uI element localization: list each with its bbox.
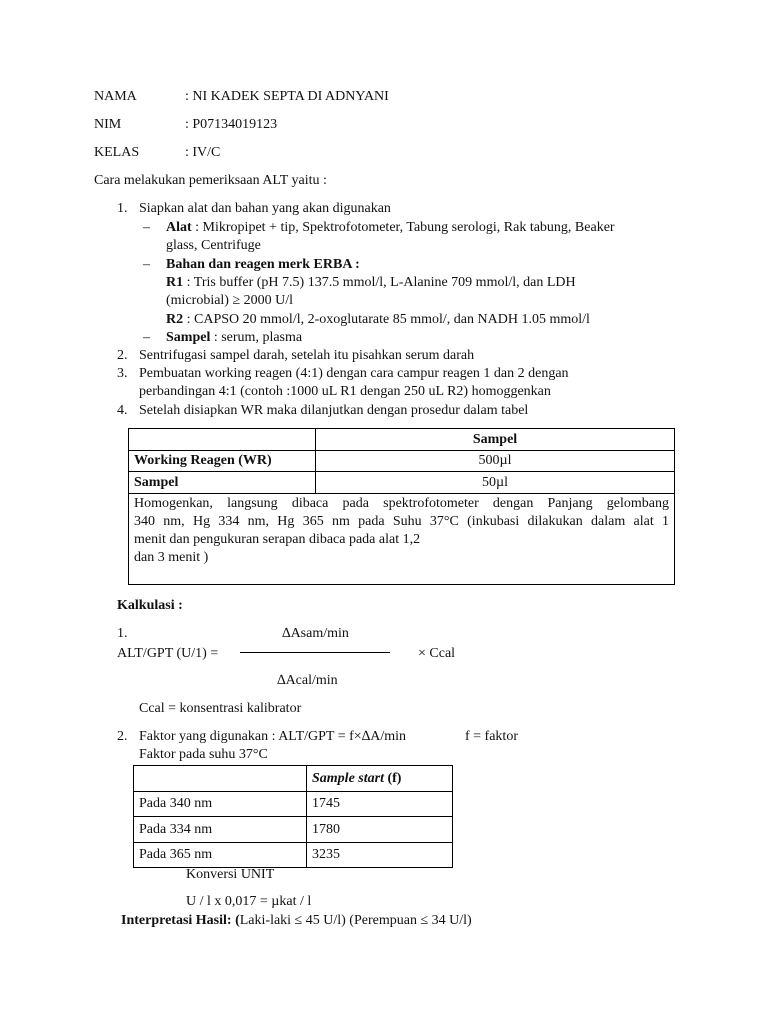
faktor-suhu: Faktor pada suhu 37°C: [139, 747, 268, 762]
table-row: [129, 429, 675, 451]
konversi-formula: U / l x 0,017 = µkat / l: [186, 894, 312, 909]
table-cell-value: 3235: [307, 843, 453, 868]
r2-text: : CAPSO 20 mmol/l, 2-oxoglutarate 85 mmol/, dan NADH 1.05 mmol/l: [183, 312, 590, 327]
r1-line: [166, 274, 674, 292]
nim-label: NIM: [94, 117, 122, 132]
table-header-sample-start: [307, 766, 453, 792]
interpretasi-label: Interpretasi Hasil:: [121, 913, 232, 928]
table-cell-value: 500µl: [316, 451, 675, 472]
header-suffix: (f): [383, 770, 402, 786]
step-text: Siapkan alat dan bahan yang akan digunakan: [139, 201, 391, 216]
table-cell-label: Pada 334 nm: [134, 817, 307, 843]
table-header-sampel: Sampel: [316, 429, 675, 451]
formula-lhs: ALT/GPT (U/1) =: [117, 646, 219, 661]
interpretasi-open: (: [231, 913, 240, 928]
table-cell-empty: [134, 766, 307, 792]
r2-label: R2: [166, 312, 184, 327]
r1-text-cont: (microbial) ≥ 2000 U/l: [166, 293, 294, 308]
table-cell-value: 1745: [307, 792, 453, 817]
header-italic: Sample start: [312, 770, 384, 786]
table-row: [134, 843, 453, 868]
note-line: Homogenkan, langsung dibaca pada spektrofotometer dengan Panjang gelombang: [134, 496, 669, 511]
table-cell-label: Working Reagen (WR): [129, 451, 316, 472]
table-cell-value: 1780: [307, 817, 453, 843]
step-number: 2.: [117, 729, 128, 744]
formula-numerator: ∆Asam/min: [282, 626, 349, 641]
dash-bullet: –: [143, 220, 150, 235]
table-note-cell: [129, 494, 675, 585]
table-row: [129, 451, 675, 472]
dash-bullet: –: [143, 257, 150, 272]
intro-text: Cara melakukan pemeriksaan ALT yaitu :: [94, 173, 327, 188]
step-3-text-cont: perbandingan 4:1 (contoh :1000 uL R1 dengan 250 uL R2) homoggenkan: [139, 384, 551, 399]
formula-number: 1.: [117, 626, 128, 641]
table-cell-empty: [129, 429, 316, 451]
step-number: 3.: [117, 366, 128, 381]
interpretasi-line: [121, 912, 472, 930]
step-number: 4.: [117, 403, 128, 418]
sampel-label: Sampel: [166, 330, 211, 345]
note-line: dan 3 menit ): [134, 550, 209, 565]
table-cell-label: Sampel: [129, 472, 316, 494]
alat-line: [166, 219, 615, 237]
alat-text-cont: glass, Centrifuge: [166, 238, 261, 253]
table-row: [134, 766, 453, 792]
sampel-line: [166, 329, 302, 347]
faktor-table: [133, 765, 453, 868]
r1-text: : Tris buffer (pH 7.5) 137.5 mmol/l, L-Alanine 709 mmol/l, dan LDH: [183, 275, 576, 290]
konversi-title: Konversi UNIT: [186, 867, 275, 882]
nim-value: : P07134019123: [185, 117, 278, 132]
name-value: : NI KADEK SEPTA DI ADNYANI: [185, 89, 389, 104]
step-3-text: Pembuatan working reagen (4:1) dengan cara campur reagen 1 dan 2 dengan: [139, 366, 569, 381]
table-row: [134, 817, 453, 843]
r2-line: [166, 311, 590, 329]
kalkulasi-title: Kalkulasi :: [117, 598, 183, 613]
table-row: [129, 494, 675, 585]
kelas-label: KELAS: [94, 145, 140, 160]
step-number: 1.: [117, 201, 128, 216]
alat-text: : Mikropipet + tip, Spektrofotometer, Tabung serologi, Rak tabung, Beaker: [191, 220, 615, 235]
step-number: 2.: [117, 348, 128, 363]
faktor-f-def: f = faktor: [465, 729, 518, 744]
table-cell-label: Pada 340 nm: [134, 792, 307, 817]
formula-denominator: ∆Acal/min: [277, 673, 338, 688]
sampel-text: : serum, plasma: [210, 330, 303, 345]
r1-label: R1: [166, 275, 184, 290]
fraction-bar: [240, 652, 390, 653]
dash-bullet: –: [143, 330, 150, 345]
alat-label: Alat: [166, 220, 192, 235]
step-4-text: Setelah disiapkan WR maka dilanjutkan dengan prosedur dalam tabel: [139, 403, 529, 418]
note-line: menit dan pengukuran serapan dibaca pada alat 1,2: [134, 532, 421, 547]
kelas-value: : IV/C: [185, 145, 221, 160]
step-2-text: Sentrifugasi sampel darah, setelah itu pisahkan serum darah: [139, 348, 475, 363]
table-cell-label: Pada 365 nm: [134, 843, 307, 868]
ccal-definition: Ccal = konsentrasi kalibrator: [139, 701, 302, 716]
interpretasi-text: Laki-laki ≤ 45 U/l) (Perempuan ≤ 34 U/l): [239, 913, 472, 928]
faktor-text: Faktor yang digunakan : ALT/GPT = f×∆A/min: [139, 729, 407, 744]
procedure-table: [128, 428, 675, 585]
note-line: 340 nm, Hg 334 nm, Hg 365 nm pada Suhu 37°C (inkubasi dilakukan dalam alat 1: [134, 514, 669, 529]
formula-rhs: × Ccal: [418, 646, 456, 661]
bahan-label: Bahan dan reagen merk ERBA :: [166, 257, 360, 272]
table-cell-value: 50µl: [316, 472, 675, 494]
table-row: [129, 472, 675, 494]
table-row: [134, 792, 453, 817]
name-label: NAMA: [94, 89, 137, 104]
